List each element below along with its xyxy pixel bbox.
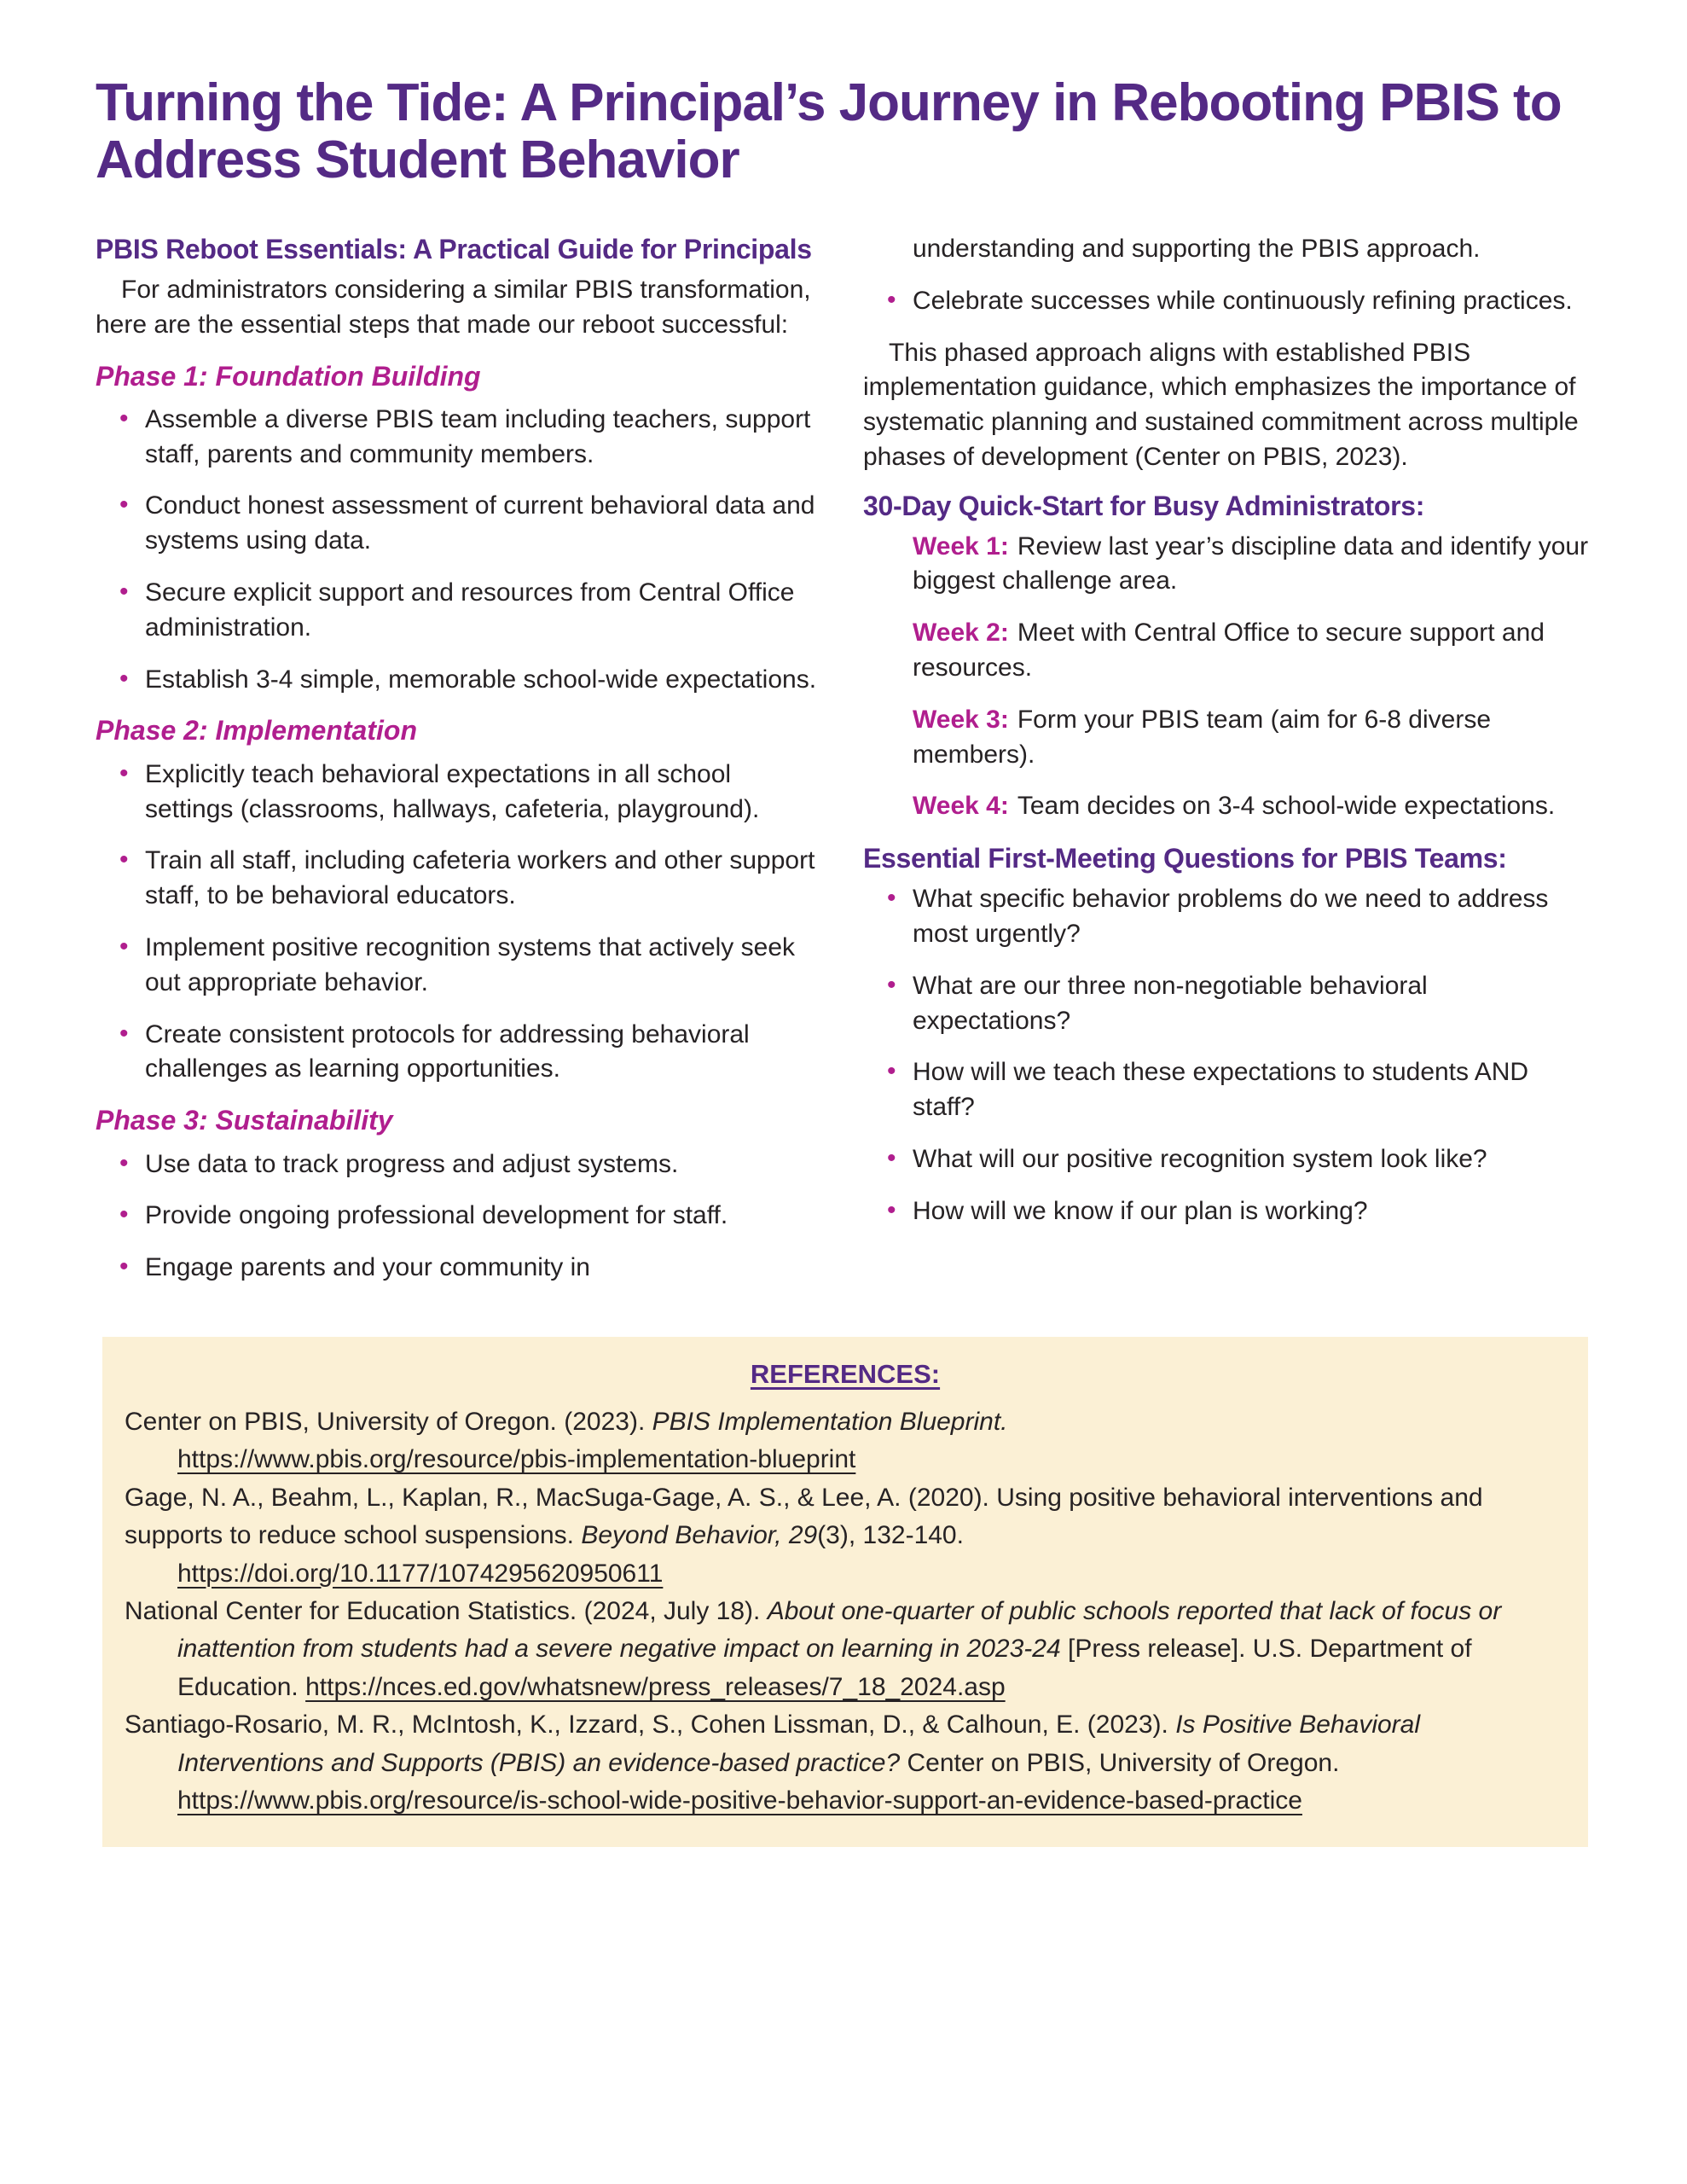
reference-link[interactable]: https://www.pbis.org/resource/pbis-implementation-blueprint: [177, 1445, 856, 1474]
week-label: Week 2:: [913, 619, 1009, 648]
reference-title-italic: Beyond Behavior, 29: [581, 1521, 818, 1550]
phase-1-bullet-list: [96, 403, 824, 698]
week-item: [913, 703, 1591, 773]
bullet-item: • How will we teach these expectations to students AND staff?: [863, 1055, 1591, 1125]
section-heading-first-meeting-questions: Essential First-Meeting Questions for PBIS Teams:: [863, 843, 1507, 874]
reference-title-italic: About one-quarter of public schools reported that lack of focus or inattention from students had a severe negative impact on learning in 2023-24: [177, 1596, 1502, 1664]
reference-line: [125, 1441, 1566, 1478]
bullet-item: • Secure explicit support and resources from Central Office administration.: [96, 576, 824, 646]
reference-line: [125, 1782, 1566, 1820]
bullet-item: • What will our positive recognition system look like?: [863, 1142, 1591, 1177]
reference-line: [125, 1479, 1566, 1555]
reference-line: [125, 1555, 1566, 1593]
reference-entry: [125, 1479, 1566, 1593]
references-heading: REFERENCES:: [750, 1359, 941, 1390]
phase-3-heading: Phase 3: Sustainability: [96, 1105, 393, 1136]
bullet-item: • Celebrate successes while continuously refining practices.: [863, 284, 1591, 319]
reference-link[interactable]: https://doi.org/10.1177/1074295620950611: [177, 1559, 664, 1588]
phase-2-bullet-list: [96, 758, 824, 1087]
bullet-item: • Engage parents and your community in: [96, 1251, 824, 1286]
reference-title-italic: PBIS Implementation Blueprint.: [652, 1408, 1008, 1437]
continuation-line: understanding and supporting the PBIS approach.: [913, 234, 1481, 263]
celebrate-bullet-list: [863, 284, 1591, 319]
bullet-item: • Explicitly teach behavioral expectations in all school settings (classrooms, hallways, cafeteria, playground).: [96, 758, 824, 828]
reference-text: (3), 132-140.: [817, 1521, 964, 1550]
bullet-item: • What specific behavior problems do we need to address most urgently?: [863, 882, 1591, 952]
reference-entry: [125, 1593, 1566, 1706]
week-item: [913, 616, 1591, 686]
right-column: [863, 232, 1591, 1303]
reference-text: National Center for Education Statistics. (2024, July 18).: [125, 1596, 768, 1625]
two-column-body: [96, 232, 1591, 1303]
section-heading-quickstart: 30-Day Quick-Start for Busy Administrators:: [863, 490, 1425, 521]
bullet-item: • How will we know if our plan is working?: [863, 1194, 1591, 1229]
reference-line: [125, 1593, 1566, 1706]
page-title: Turning the Tide: A Principal’s Journey in Rebooting PBIS to Address Student Behavior: [96, 73, 1562, 189]
reference-text: Gage, N. A., Beahm, L., Kaplan, R., MacSuga-Gage, A. S., & Lee, A. (2020). Using positive behavioral interventions and supports to reduce school suspensions.: [125, 1483, 1483, 1550]
week-text: Form your PBIS team (aim for 6-8 diverse members).: [913, 705, 1492, 769]
week-label: Week 4:: [913, 792, 1009, 821]
phase-2-heading: Phase 2: Implementation: [96, 715, 417, 746]
week-text: Meet with Central Office to secure support and resources.: [913, 619, 1545, 682]
reference-text: Center on PBIS, University of Oregon. (2023).: [125, 1408, 652, 1437]
week-item: [913, 789, 1591, 824]
reference-text: Santiago-Rosario, M. R., McIntosh, K., Izzard, S., Cohen Lissman, D., & Calhoun, E. (2023).: [125, 1711, 1176, 1740]
bullet-item: • Create consistent protocols for addressing behavioral challenges as learning opportunities.: [96, 1018, 824, 1088]
bullet-item: • Assemble a diverse PBIS team including teachers, support staff, parents and community members.: [96, 403, 824, 473]
reference-title-italic: Is Positive Behavioral Interventions and Supports (PBIS) an evidence-based practice?: [177, 1711, 1421, 1777]
references-panel: [102, 1337, 1588, 1847]
phased-approach-paragraph: This phased approach aligns with established PBIS implementation guidance, which emphasizes the importance of systematic planning and sustained commitment across multiple phases of development (Center on PBIS, 2023).: [863, 338, 1579, 471]
bullet-item: • Conduct honest assessment of current behavioral data and systems using data.: [96, 489, 824, 559]
reference-line: [125, 1706, 1566, 1782]
bullet-item: • Provide ongoing professional development for staff.: [96, 1199, 824, 1234]
section-heading-reboot-essentials: PBIS Reboot Essentials: A Practical Guide for Principals: [96, 233, 812, 264]
left-column: [96, 232, 824, 1303]
bullet-item: • Implement positive recognition systems that actively seek out appropriate behavior.: [96, 931, 824, 1001]
phase-3-bullet-list: [96, 1147, 824, 1286]
reference-link[interactable]: https://www.pbis.org/resource/is-school-wide-positive-behavior-support-an-evidence-based-practice: [177, 1786, 1302, 1815]
bullet-item: • Establish 3-4 simple, memorable school-wide expectations.: [96, 663, 824, 698]
bullet-item: • What are our three non-negotiable behavioral expectations?: [863, 969, 1591, 1039]
bullet-item: • Use data to track progress and adjust systems.: [96, 1147, 824, 1182]
reference-link[interactable]: https://nces.ed.gov/whatsnew/press_releases/7_18_2024.asp: [305, 1672, 1006, 1701]
week-item: [913, 530, 1591, 600]
reference-entry: [125, 1706, 1566, 1820]
questions-bullet-list: [863, 882, 1591, 1228]
bullet-item: • Train all staff, including cafeteria workers and other support staff, to be behavioral educators.: [96, 844, 824, 914]
phase-1-heading: Phase 1: Foundation Building: [96, 360, 481, 392]
week-text: Review last year’s discipline data and identify your biggest challenge area.: [913, 531, 1589, 595]
reference-text: [Press release]. U.S. Department of Education.: [177, 1635, 1472, 1701]
reference-line: [125, 1403, 1566, 1441]
week-text: Team decides on 3-4 school-wide expectations.: [1017, 792, 1556, 821]
week-label: Week 1:: [913, 531, 1009, 561]
reference-text: Center on PBIS, University of Oregon.: [900, 1748, 1340, 1777]
intro-paragraph: For administrators considering a similar PBIS transformation, here are the essential steps that made our reboot successful:: [96, 275, 811, 339]
week-label: Week 3:: [913, 705, 1009, 734]
reference-entry: [125, 1403, 1566, 1479]
